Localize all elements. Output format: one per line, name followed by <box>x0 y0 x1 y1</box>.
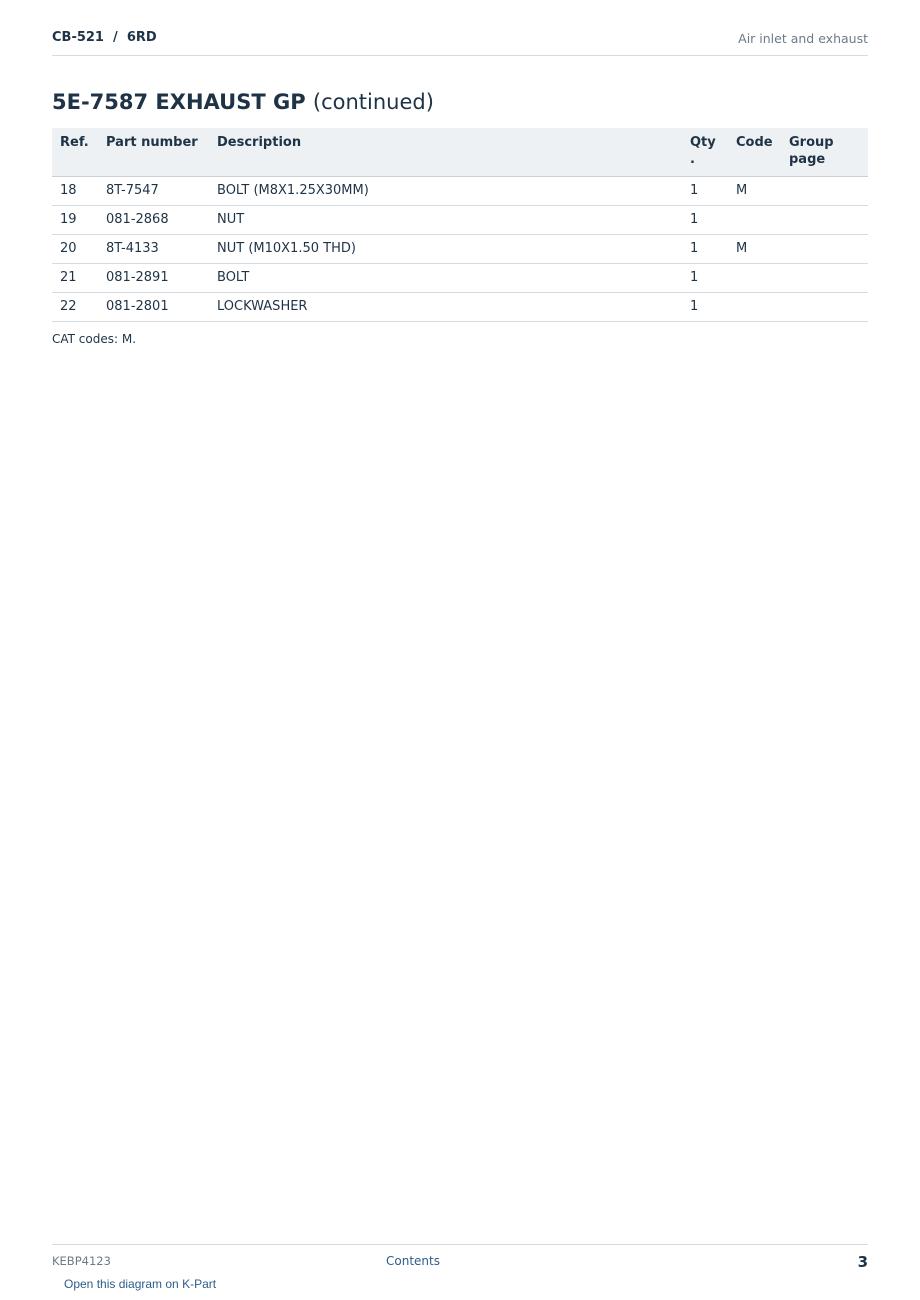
cell-part-number: 8T-4133 <box>98 235 209 264</box>
document-code: KEBP4123 <box>52 1254 111 1268</box>
parts-table <box>52 128 868 322</box>
cell-description: NUT <box>209 206 682 235</box>
open-diagram-link[interactable]: Open this diagram on K-Part <box>64 1277 217 1291</box>
group-header-line1: Group <box>789 135 834 150</box>
cell-ref: 21 <box>52 264 98 293</box>
column-header-code: Code <box>728 128 781 177</box>
cell-group-page <box>781 264 868 293</box>
title-suffix: (continued) <box>312 90 434 114</box>
column-header-ref: Ref. <box>52 128 98 177</box>
cell-qty: 1 <box>682 264 728 293</box>
cell-group-page <box>781 177 868 206</box>
cell-qty: 1 <box>682 206 728 235</box>
cell-qty: 1 <box>682 293 728 322</box>
column-header-part-number: Part number <box>98 128 209 177</box>
table-row <box>52 177 868 206</box>
cell-code <box>728 293 781 322</box>
qty-header-line2: . <box>690 152 695 167</box>
cell-part-number: 081-2891 <box>98 264 209 293</box>
cell-ref: 18 <box>52 177 98 206</box>
cell-description: BOLT (M8X1.25X30MM) <box>209 177 682 206</box>
cat-codes-note: CAT codes: M. <box>52 332 137 346</box>
cell-group-page <box>781 206 868 235</box>
cell-part-number: 081-2801 <box>98 293 209 322</box>
column-header-qty <box>682 128 728 177</box>
cell-ref: 22 <box>52 293 98 322</box>
cell-part-number: 081-2868 <box>98 206 209 235</box>
cell-code <box>728 264 781 293</box>
cell-ref: 20 <box>52 235 98 264</box>
group-title: 5E-7587 EXHAUST GP <box>52 90 306 114</box>
column-header-description: Description <box>209 128 682 177</box>
table-row <box>52 235 868 264</box>
cell-code: M <box>728 177 781 206</box>
page-header <box>52 28 868 56</box>
table-row <box>52 206 868 235</box>
cell-description: NUT (M10X1.50 THD) <box>209 235 682 264</box>
cell-qty: 1 <box>682 235 728 264</box>
cell-description: LOCKWASHER <box>209 293 682 322</box>
column-header-group-page <box>781 128 868 177</box>
page-number: 3 <box>857 1253 868 1271</box>
cell-code: M <box>728 235 781 264</box>
table-row <box>52 264 868 293</box>
page-title <box>52 90 434 114</box>
cell-ref: 19 <box>52 206 98 235</box>
qty-header-line1: Qty <box>690 135 716 150</box>
group-header-line2: page <box>789 152 826 167</box>
cell-part-number: 8T-7547 <box>98 177 209 206</box>
cell-qty: 1 <box>682 177 728 206</box>
section-name: Air inlet and exhaust <box>738 31 868 46</box>
cell-group-page <box>781 235 868 264</box>
page-footer <box>52 1244 868 1294</box>
model-breadcrumb: CB-521 / 6RD <box>52 30 157 45</box>
cell-description: BOLT <box>209 264 682 293</box>
cell-code <box>728 206 781 235</box>
table-row <box>52 293 868 322</box>
table-header-row <box>52 128 868 177</box>
contents-link[interactable]: Contents <box>386 1254 440 1268</box>
cell-group-page <box>781 293 868 322</box>
